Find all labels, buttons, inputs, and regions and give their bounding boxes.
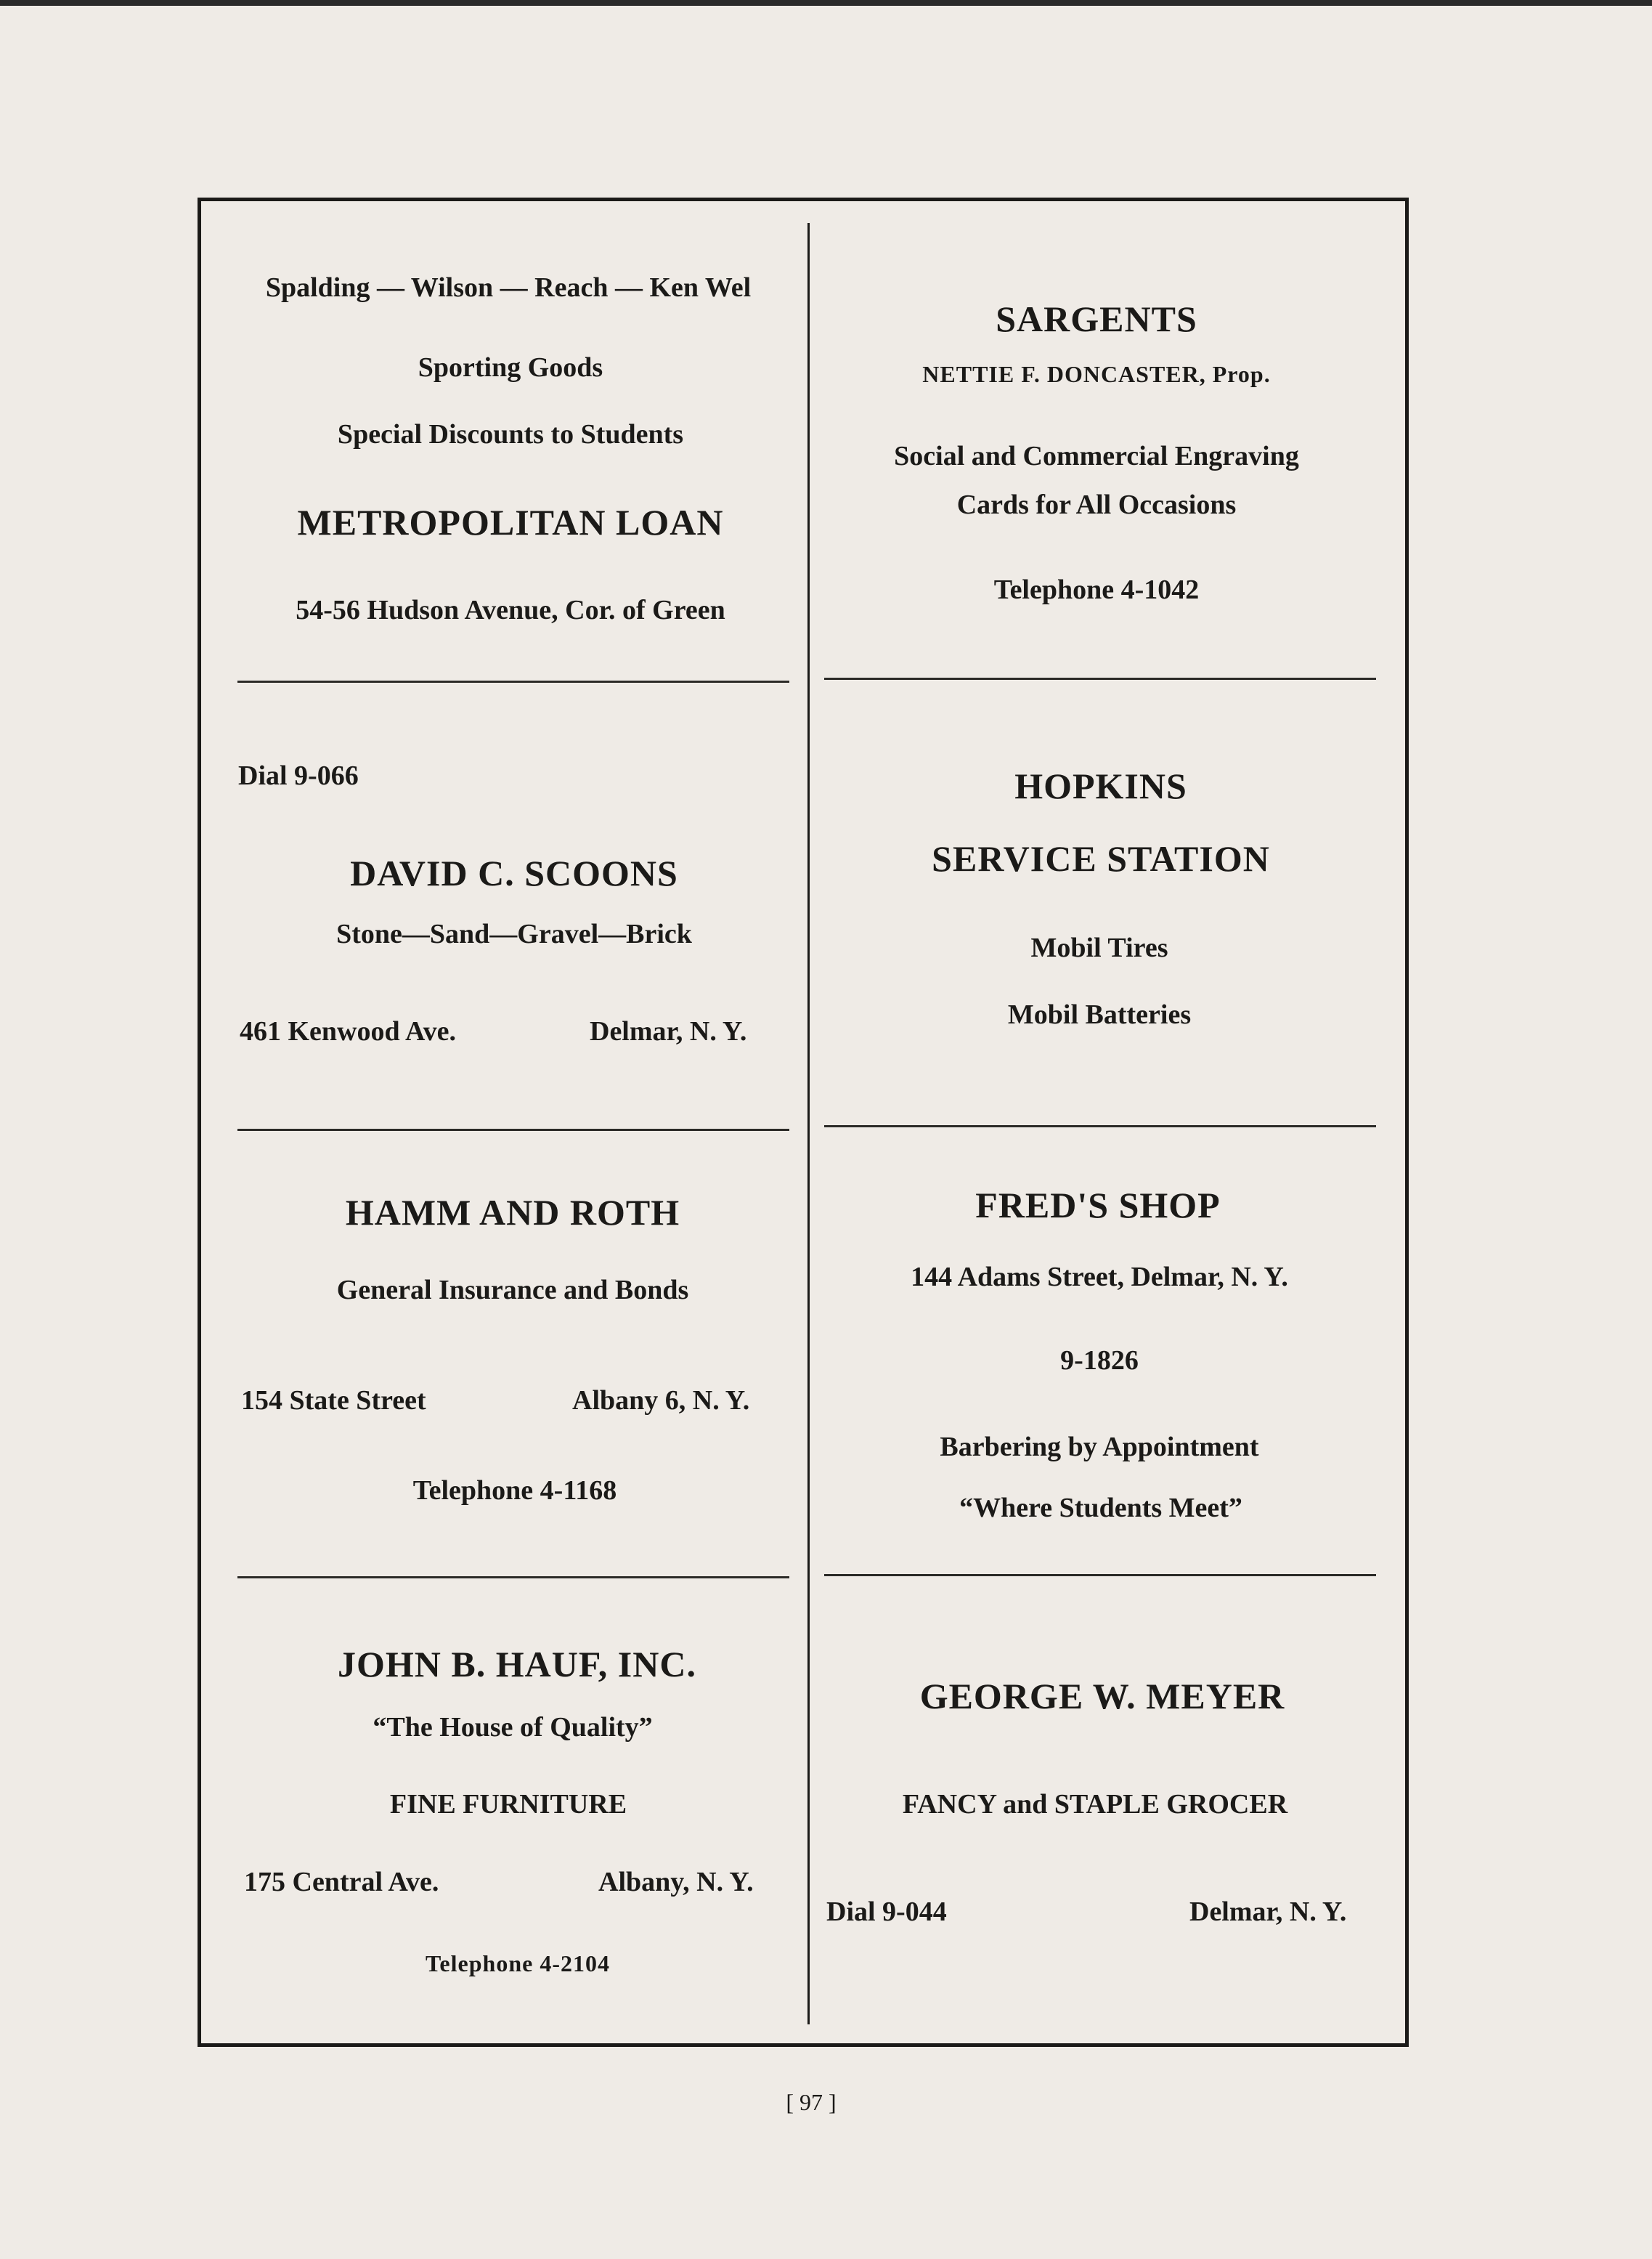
city: Albany 6, N. Y. [572, 1385, 750, 1416]
ad-line: FANCY and STAPLE GROCER [902, 1789, 1288, 1820]
telephone: Telephone 4-2104 [426, 1950, 610, 1976]
ad-line: Mobil Tires [1030, 933, 1168, 963]
dial-number: Dial 9-066 [238, 761, 359, 791]
business-name: METROPOLITAN LOAN [297, 502, 724, 543]
ad-line: Sporting Goods [418, 352, 603, 383]
street-address: 461 Kenwood Ave. [240, 1016, 457, 1047]
proprietor: NETTIE F. DONCASTER, Prop. [922, 361, 1271, 387]
dial-number: Dial 9-044 [826, 1897, 947, 1927]
business-name-line-2: SERVICE STATION [932, 838, 1270, 879]
address: 54-56 Hudson Avenue, Cor. of Green [296, 595, 725, 625]
slogan: “Where Students Meet” [959, 1493, 1242, 1523]
brands-line: Spalding — Wilson — Reach — Ken Wel [265, 272, 752, 303]
page-edge [0, 0, 1652, 6]
row-divider-1-left [237, 681, 789, 683]
row-divider-1-right [824, 678, 1376, 680]
row-divider-3-right [824, 1574, 1376, 1576]
street-address: 154 State Street [241, 1385, 426, 1416]
slogan: “The House of Quality” [373, 1712, 653, 1743]
ad-line: General Insurance and Bonds [336, 1275, 689, 1305]
city: Albany, N. Y. [598, 1867, 754, 1897]
business-name: HAMM AND ROTH [345, 1192, 680, 1233]
row-divider-3-left [237, 1576, 789, 1578]
street-address: 175 Central Ave. [244, 1867, 439, 1897]
advertisement-frame [198, 198, 1409, 2047]
telephone: Telephone 4-1042 [993, 575, 1200, 605]
ad-line: Social and Commercial Engraving [894, 441, 1299, 471]
business-name: JOHN B. HAUF, INC. [338, 1644, 696, 1684]
ad-line: Special Discounts to Students [337, 419, 684, 450]
city: Delmar, N. Y. [1189, 1897, 1347, 1927]
address: 144 Adams Street, Delmar, N. Y. [911, 1262, 1288, 1292]
business-name: HOPKINS [1014, 766, 1187, 806]
row-divider-2-left [237, 1129, 789, 1131]
ad-line: Cards for All Occasions [956, 490, 1237, 520]
ad-line: Barbering by Appointment [940, 1432, 1259, 1462]
ad-line: FINE FURNITURE [389, 1789, 627, 1820]
business-name: GEORGE W. MEYER [919, 1676, 1285, 1716]
city: Delmar, N. Y. [590, 1016, 747, 1047]
business-name: SARGENTS [996, 299, 1197, 339]
products: Stone—Sand—Gravel—Brick [336, 919, 692, 949]
row-divider-2-right [824, 1125, 1376, 1127]
telephone: Telephone 4-1168 [412, 1475, 617, 1506]
page-number: [ 97 ] [786, 2089, 837, 2115]
phone-number: 9-1826 [1060, 1345, 1139, 1376]
business-name: FRED'S SHOP [975, 1185, 1221, 1225]
business-name: DAVID C. SCOONS [350, 853, 678, 893]
ad-line: Mobil Batteries [1007, 999, 1192, 1030]
column-divider [807, 223, 810, 2024]
